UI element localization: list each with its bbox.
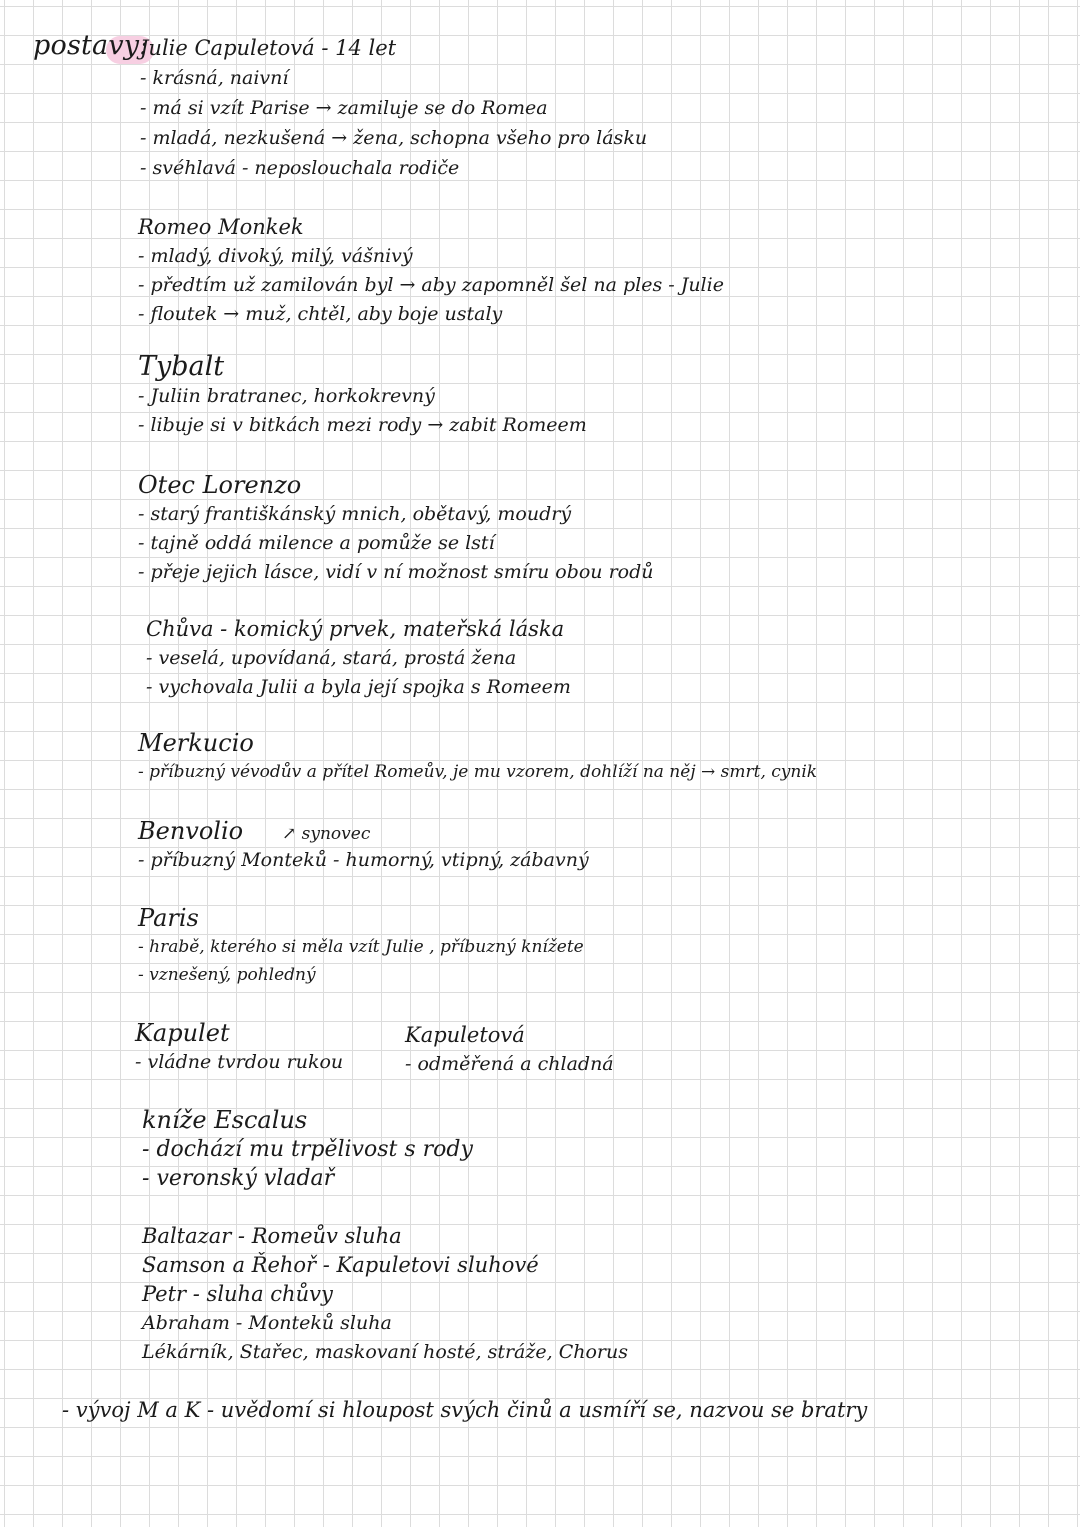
character-romeo xyxy=(138,212,724,329)
servant-line: Petr - sluha chůvy xyxy=(142,1282,333,1306)
servants-lines xyxy=(142,1222,628,1367)
character-traits xyxy=(138,933,584,989)
character-traits xyxy=(140,63,647,183)
character-traits xyxy=(135,1048,343,1077)
trait-line: - přeje jejich lásce, vidí v ní možnost smíru obou rodů xyxy=(138,558,654,587)
note-text: synovec xyxy=(301,824,371,844)
character-name: Kapulet xyxy=(135,1019,230,1047)
character-tybalt xyxy=(138,352,587,440)
character-paris xyxy=(138,903,584,989)
character-name: kníže Escalus xyxy=(142,1106,308,1134)
trait-line: - dochází mu trpělivost s rody xyxy=(142,1135,473,1164)
character-traits xyxy=(146,644,571,702)
trait-line: - Juliin bratranec, horkokrevný xyxy=(138,382,587,411)
trait-line: - hrabě, kterého si měla vzít Julie , příbuzný knížete xyxy=(138,933,584,961)
character-traits xyxy=(138,846,589,875)
trait-line: - vládne tvrdou rukou xyxy=(135,1048,343,1077)
character-traits xyxy=(138,500,654,587)
character-name: Paris xyxy=(138,904,199,932)
servant-line: Samson a Řehoř - Kapuletovi sluhové xyxy=(142,1253,539,1277)
trait-line: - vychovala Julii a byla její spojka s Romeem xyxy=(146,673,571,702)
arrow-icon: ↗ xyxy=(282,824,297,844)
development-note: - vývoj M a K - uvědomí si hloupost svých činů a usmíří se, nazvou se bratry xyxy=(62,1398,867,1422)
trait-line: - svéhlavá - neposlouchala rodiče xyxy=(140,153,647,183)
trait-line: - mladá, nezkušená → žena, schopna všeho pro lásku xyxy=(140,123,647,153)
trait-line: - má si vzít Parise → zamiluje se do Romea xyxy=(140,93,647,123)
servants-list xyxy=(142,1222,628,1367)
trait-line: - krásná, naivní xyxy=(140,63,647,93)
character-traits xyxy=(138,242,724,329)
trait-line: - floutek → muž, chtěl, aby boje ustaly xyxy=(138,300,724,329)
trait-line: - veselá, upovídaná, stará, prostá žena xyxy=(146,644,571,673)
character-name: Tybalt xyxy=(138,351,225,382)
character-escalus xyxy=(142,1105,473,1193)
trait-line: - příbuzný vévodův a přítel Romeův, je mu vzorem, dohlíží na něj → smrt, cynik xyxy=(138,758,817,786)
trait-line: - veronský vladař xyxy=(142,1164,473,1193)
trait-line: - libuje si v bitkách mezi rody → zabit Romeem xyxy=(138,411,587,440)
character-kapuletova xyxy=(405,1020,614,1079)
trait-line: - příbuzný Monteků - humorný, vtipný, zábavný xyxy=(138,846,589,875)
servant-line: Abraham - Monteků sluha xyxy=(142,1312,392,1334)
trait-line: - vznešený, pohledný xyxy=(138,961,584,989)
character-lorenzo xyxy=(138,470,654,587)
section-heading: postavy: xyxy=(28,30,154,61)
trait-line: - odměřená a chladná xyxy=(405,1050,614,1079)
trait-line: - předtím už zamilován byl → aby zapomněl šel na ples - Julie xyxy=(138,271,724,300)
character-name: Benvolio xyxy=(138,817,244,845)
trait-line: - starý františkánský mnich, obětavý, moudrý xyxy=(138,500,654,529)
character-kapulet xyxy=(135,1018,343,1077)
synovec-note xyxy=(282,824,370,844)
character-name: Romeo Monkek xyxy=(138,215,304,239)
trait-line: - mladý, divoký, milý, vášnivý xyxy=(138,242,724,271)
character-julie xyxy=(140,33,647,183)
servant-line: Lékárník, Stařec, maskovaní hosté, stráže, Chorus xyxy=(142,1341,628,1363)
character-name: Chůva - komický prvek, mateřská láska xyxy=(146,617,565,641)
character-name: Otec Lorenzo xyxy=(138,471,302,499)
character-traits xyxy=(142,1135,473,1193)
character-traits xyxy=(138,758,817,786)
character-traits xyxy=(405,1050,614,1079)
character-traits xyxy=(138,382,587,440)
character-name: Julie Capuletová - 14 let xyxy=(140,36,397,60)
character-merkucio xyxy=(138,728,817,786)
character-name: Merkucio xyxy=(138,729,254,757)
trait-line: - tajně oddá milence a pomůže se lstí xyxy=(138,529,654,558)
servant-line: Baltazar - Romeův sluha xyxy=(142,1224,402,1248)
character-name: Kapuletová xyxy=(405,1023,525,1047)
character-chuva xyxy=(146,614,571,702)
